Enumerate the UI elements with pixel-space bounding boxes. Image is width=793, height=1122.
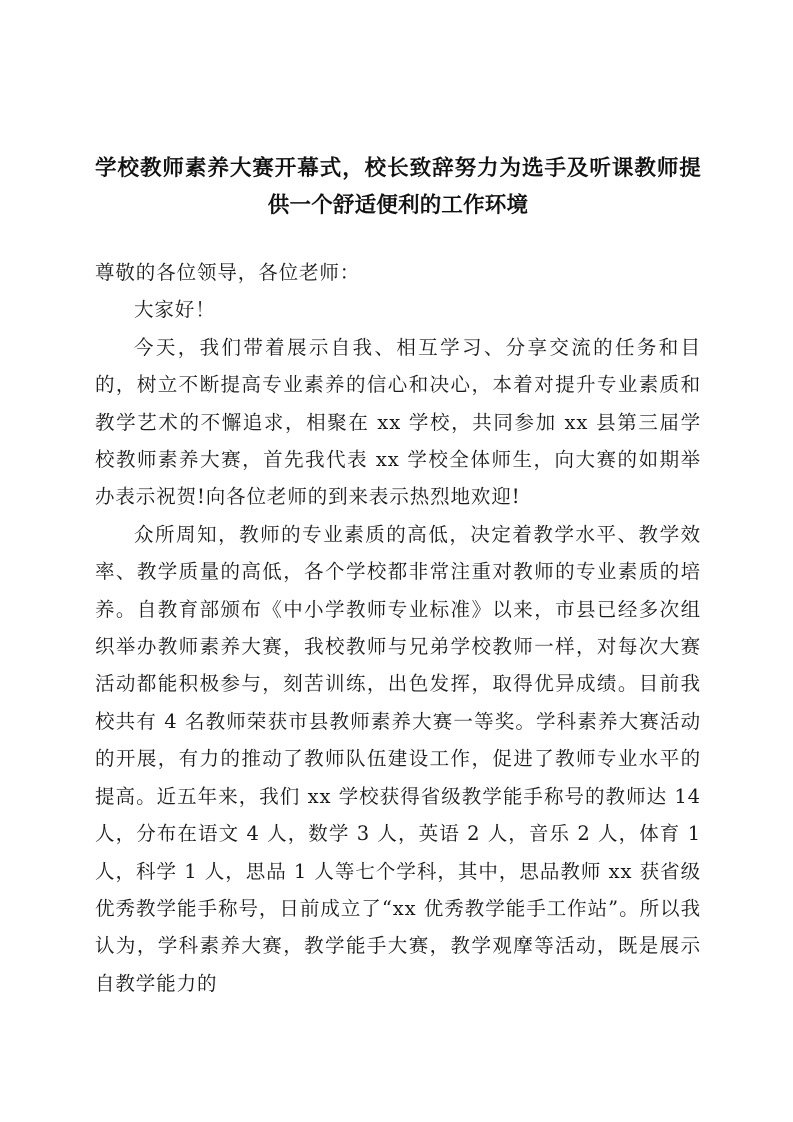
paragraph-main-body: 众所周知，教师的专业素质的高低，决定着教学水平、教学效率、教学质量的高低，各个学校都非常注重对教师的专业素质的培养。自教育部颁布《中小学教师专业标准》以来，市县已经多次组织举办教师素养大赛，我校教师与兄弟学校教师一样，对每次大赛活动都能积极参与，刻苦训练，出色发挥，取得优异成绩。目前我校共有 4 名教师荣获市县教师素养大赛一等奖。学科素养大赛活动的开展，有力的推动了教师队伍建设工作，促进了教师专业水平的提高。近五年来，我们 xx 学校获得省级教学能手称号的教师达 14 人，分布在语文 4 人，数学 3 人，英语 2 人，音乐 2 人，体育 1 人，科学 1 人，思品 1 人等七个学科，其中，思品教师 xx 获省级优秀教学能手称号，日前成立了“xx 优秀教学能手工作站”。所以我认为，学科素养大赛，教学能手大赛，教学观摩等活动，既是展示自教学能力的: [95, 522, 701, 995]
page-title-line-1: 学校教师素养大赛开幕式，校长致辞努力为选手及听课教师提: [95, 156, 701, 180]
paragraph-greeting: 大家好！: [134, 298, 216, 322]
page-title-line-2: 供一个舒适便利的工作环境: [267, 193, 529, 217]
document-content: [95, 150, 701, 1002]
page-title: [95, 150, 701, 224]
paragraph-salutation: 尊敬的各位领导，各位老师：: [95, 261, 361, 284]
paragraph-opening: 今天，我们带着展示自我、相互学习、分享交流的任务和目的，树立不断提高专业素养的信心和决心，本着对提升专业素质和教学艺术的不懈追求，相聚在 xx 学校，共同参加 xx 县第三届学校教师素养大赛，首先我代表 xx 学校全体师生，向大赛的如期举办表示祝贺!向各位老师的到来表示热烈地欢迎!: [95, 335, 701, 509]
